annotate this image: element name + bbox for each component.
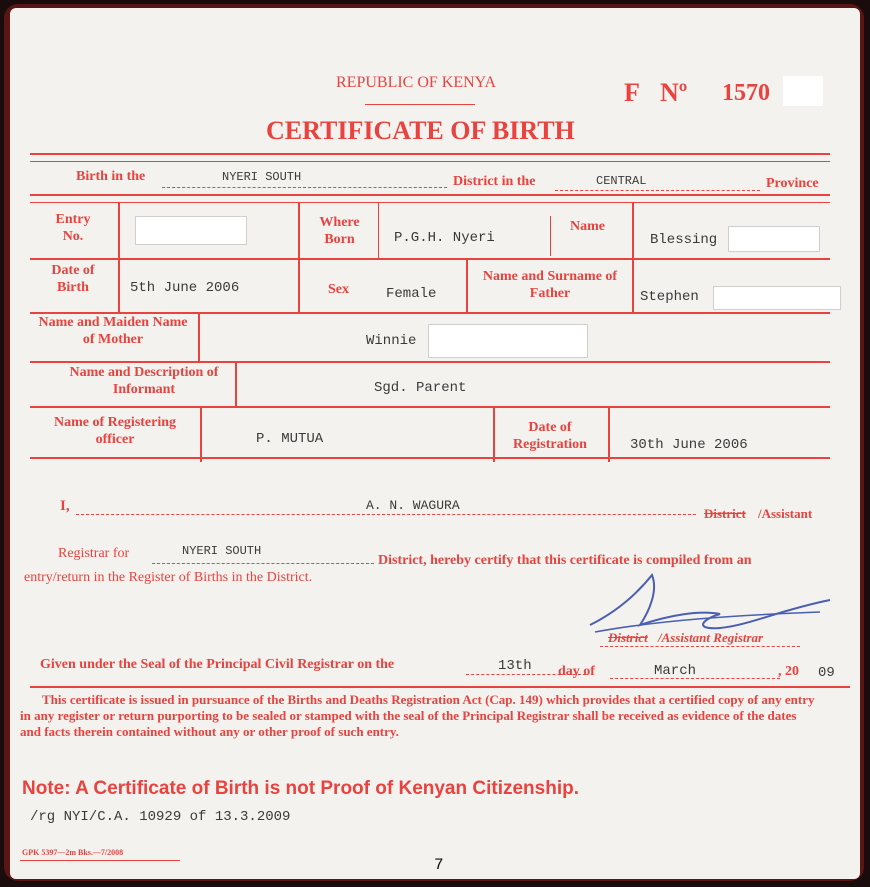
province-dotted-line	[555, 190, 760, 191]
certificate-title: CERTIFICATE OF BIRTH	[266, 116, 575, 145]
sex-label: Sex	[328, 282, 349, 297]
serial-no-label: Nº	[660, 78, 688, 107]
father-redaction	[713, 286, 841, 310]
seal-month-value: March	[654, 663, 697, 679]
col-divider	[550, 216, 551, 256]
certify-text-2: entry/return in the Register of Births in the District.	[24, 570, 313, 585]
child-name-redaction	[728, 226, 820, 252]
republic-heading: REPUBLIC OF KENYA	[336, 74, 497, 91]
seal-year-prefix: , 20	[778, 664, 799, 679]
father-label: Name and Surname of Father	[482, 269, 618, 301]
rule	[30, 202, 830, 203]
col-divider	[466, 258, 468, 312]
col-divider	[198, 312, 200, 361]
where-born-value: P.G.H. Nyeri	[394, 230, 495, 246]
rule	[30, 457, 830, 459]
rule	[30, 406, 830, 408]
certificate-paper	[10, 8, 860, 879]
district-dotted-line	[162, 187, 447, 188]
certify-text: District, hereby certify that this certificate is compiled from an	[378, 553, 752, 568]
district-value: NYERI SOUTH	[222, 170, 302, 184]
signature-line	[600, 646, 800, 647]
republic-underline	[365, 104, 475, 105]
col-divider	[608, 406, 610, 462]
date-of-registration-label: Date of Registration	[513, 420, 587, 452]
rule	[30, 153, 830, 155]
registrar-district-value: NYERI SOUTH	[182, 544, 262, 558]
col-divider	[378, 202, 379, 258]
birth-in-label: Birth in the	[76, 169, 146, 184]
col-divider	[235, 361, 237, 406]
mother-label: Name and Maiden Name of Mother	[38, 315, 188, 347]
printer-underline	[20, 860, 180, 861]
date-of-birth-label: Date of Birth	[51, 263, 95, 295]
col-divider	[298, 202, 300, 312]
province-value: CENTRAL	[596, 174, 647, 188]
page-mark: 7	[434, 856, 444, 874]
date-of-birth-value: 5th June 2006	[130, 280, 240, 296]
province-label: Province	[766, 176, 819, 191]
seal-year-value: 09	[818, 665, 835, 681]
date-of-registration-value: 30th June 2006	[630, 437, 748, 453]
rule	[30, 161, 830, 162]
printer-code: GPK 5397—2m Bks.—7/2008	[22, 848, 124, 857]
serial-prefix: F	[624, 78, 640, 107]
sex-value: Female	[386, 286, 437, 302]
signature-title-suffix: /Assistant Registrar	[658, 630, 764, 645]
child-name-value: Blessing	[650, 232, 718, 248]
entry-no-label: Entry No.	[55, 212, 91, 244]
col-divider	[118, 202, 120, 312]
rule	[30, 258, 830, 260]
informant-label: Name and Description of Informant	[69, 365, 219, 397]
registrar-name-value: A. N. WAGURA	[366, 498, 460, 513]
where-born-label: Where Born	[319, 215, 360, 247]
rule	[30, 686, 850, 688]
seal-day-value: 13th	[498, 658, 532, 674]
serial-number: 1570	[722, 80, 770, 106]
col-divider	[632, 202, 634, 312]
seal-day-of: day of	[558, 664, 595, 679]
seal-line-text: Given under the Seal of the Principal Civil Registrar on the	[40, 657, 395, 672]
col-divider	[493, 406, 495, 462]
rule	[30, 194, 830, 196]
informant-value: Sgd. Parent	[374, 380, 467, 396]
registrar-district-line	[152, 563, 374, 564]
reference-number: /rg NYI/C.A. 10929 of 13.3.2009	[30, 809, 291, 825]
serial-redaction	[783, 76, 823, 106]
i-label: I,	[60, 498, 70, 514]
registering-officer-value: P. MUTUA	[256, 431, 324, 447]
registrar-for-label: Registrar for	[58, 546, 130, 561]
rule	[30, 361, 830, 363]
registering-officer-label: Name of Registering officer	[53, 415, 177, 447]
col-divider	[200, 406, 202, 462]
act-text: This certificate is issued in pursuance of the Births and Deaths Registration Act (Cap. 149) which provides that a certified copy of any entry in any register or return purporting to be sealed or stamped with the seal of the Principal Registrar shall be received as evidence of the dates and facts therein contained without any or other proof of such entry.	[20, 692, 815, 739]
entry-no-redaction	[135, 216, 247, 245]
registrar-name-line	[76, 514, 696, 515]
district-label: District in the	[453, 174, 536, 189]
mother-redaction	[428, 324, 588, 358]
name-label: Name	[570, 219, 605, 234]
registrar-title-suffix: /Assistant	[758, 506, 813, 521]
signature-title-struck: District	[608, 630, 648, 645]
registrar-title-struck: District	[704, 506, 746, 521]
mother-value: Winnie	[366, 333, 417, 349]
father-value: Stephen	[640, 289, 699, 305]
citizenship-note: Note: A Certificate of Birth is not Proof of Kenyan Citizenship.	[22, 778, 580, 799]
